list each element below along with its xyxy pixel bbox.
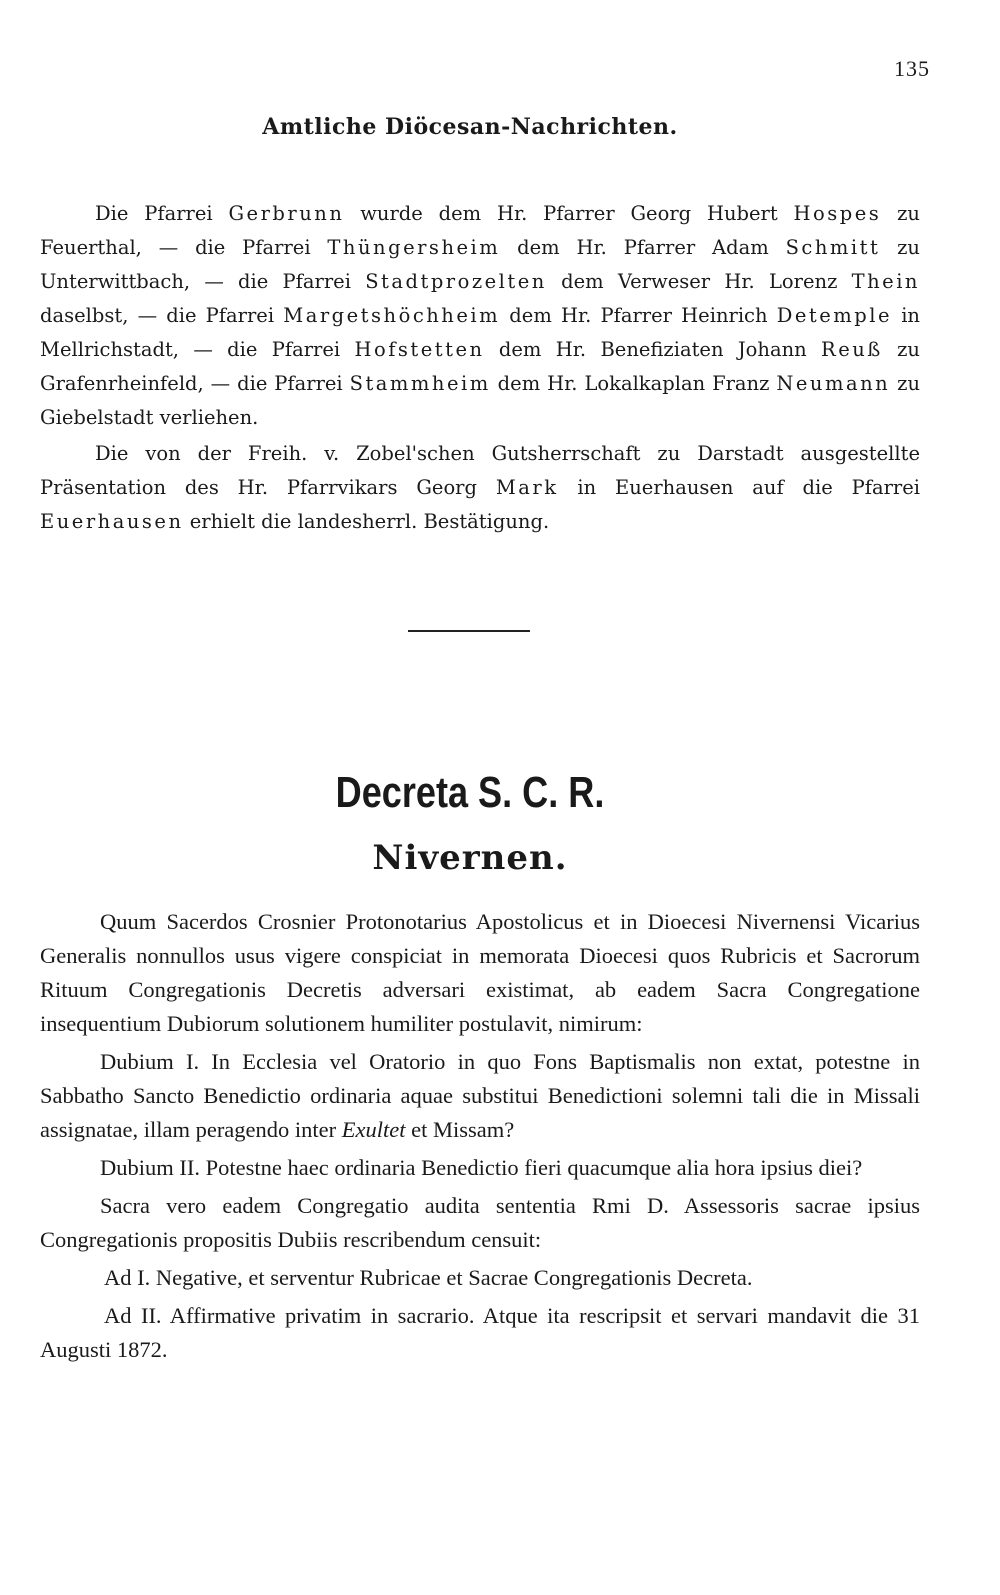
spaced-name: Thüngersheim: [327, 236, 501, 259]
spaced-name: Neumann: [776, 372, 891, 395]
text-run: zu Giebelstadt verliehen.: [40, 372, 920, 429]
announcement-paragraph: [40, 437, 920, 539]
spaced-name: Reuß: [821, 338, 883, 361]
decree-paragraph: [40, 1045, 920, 1147]
text-run: dem Hr. Lokalkaplan Franz: [490, 372, 777, 395]
decree-paragraph: Ad II. Affirmative privatim in sacrario. Atque ita rescripsit et servari mandavit die 31 Augusti 1872.: [40, 1303, 920, 1362]
text-run: Die von der Freih. v. Zobel'schen Gutsherrschaft zu Darstadt ausgestellte Präsentation des Hr. Pfarrvikars Georg: [40, 442, 920, 499]
text-run: dem Verweser Hr. Lorenz: [546, 270, 852, 293]
announcement-paragraph: [40, 197, 920, 435]
text-run: in Euerhausen auf die Pfarrei: [558, 476, 920, 499]
text-run: dem Hr. Pfarrer Adam: [500, 236, 786, 259]
german-announcements: [40, 197, 920, 539]
spaced-name: Hospes: [793, 202, 882, 225]
text-run: daselbst, — die Pfarrei: [40, 304, 284, 327]
text-run: zu Unterwittbach, — die Pfarrei: [40, 236, 920, 293]
spaced-name: Mark: [495, 476, 559, 499]
spaced-name: Hofstetten: [354, 338, 485, 361]
spaced-name: Thein: [851, 270, 920, 293]
decreta-title: Decreta S. C. R.: [335, 768, 605, 817]
text-run: in Mellrichstadt, — die Pfarrei: [40, 304, 920, 361]
spaced-name: Detemple: [776, 304, 893, 327]
section-title: Amtliche Diöcesan-Nachrichten.: [262, 114, 678, 140]
italic-term: Exultet: [341, 1117, 406, 1142]
spaced-name: Stammheim: [349, 372, 491, 395]
text-run: Dubium I. In Ecclesia vel Oratorio in quo Fons Baptismalis non extat, potestne in Sabbatho Sancto Benedictio ordinaria aquae substitui Benedictioni solemni tali die in Missali assignatae, illam peragendo inter: [40, 1049, 920, 1142]
text-run: wurde dem Hr. Pfarrer Georg Hubert: [344, 202, 794, 225]
spaced-name: Margetshöchheim: [283, 304, 501, 327]
text-run: et Missam?: [405, 1117, 515, 1142]
text-run: dem Hr. Benefiziaten Johann: [484, 338, 822, 361]
text-run: dem Hr. Pfarrer Heinrich: [500, 304, 777, 327]
text-run: erhielt die landesherrl. Bestätigung.: [183, 510, 550, 533]
text-run: zu Feuerthal, — die Pfarrei: [40, 202, 920, 259]
text-run: zu Grafenrheinfeld, — die Pfarrei: [40, 338, 920, 395]
text-run: Die Pfarrei: [95, 202, 229, 225]
decree-paragraph: Dubium II. Potestne haec ordinaria Benedictio fieri quacumque alia hora ipsius diei?: [100, 1155, 863, 1180]
spaced-name: Gerbrunn: [228, 202, 345, 225]
spaced-name: Euerhausen: [40, 510, 184, 533]
spaced-name: Schmitt: [785, 236, 881, 259]
decree-paragraph: Ad I. Negative, et serventur Rubricae et Sacrae Congregationis Decreta.: [104, 1265, 753, 1290]
decree-paragraph: Sacra vero eadem Congregatio audita sententia Rmi D. Assessoris sacrae ipsius Congregationis propositis Dubiis rescribendum censuit:: [40, 1193, 920, 1252]
spaced-name: Stadtprozelten: [365, 270, 547, 293]
latin-decree-text: [40, 905, 920, 1367]
section-divider: [408, 630, 530, 632]
page-number: 135: [894, 56, 930, 81]
decree-paragraph: Quum Sacerdos Crosnier Protonotarius Apostolicus et in Dioecesi Nivernensi Vicarius Generalis nonnullos usus vigere conspiciat in memorata Dioecesi quos Rubricis et Sacrorum Rituum Congregationis Decretis adversari existimat, ab eadem Sacra Congregatione insequentium Dubiorum solutionem humiliter postulavit, nimirum:: [40, 909, 920, 1036]
decreta-subtitle: Nivernen.: [372, 838, 568, 878]
